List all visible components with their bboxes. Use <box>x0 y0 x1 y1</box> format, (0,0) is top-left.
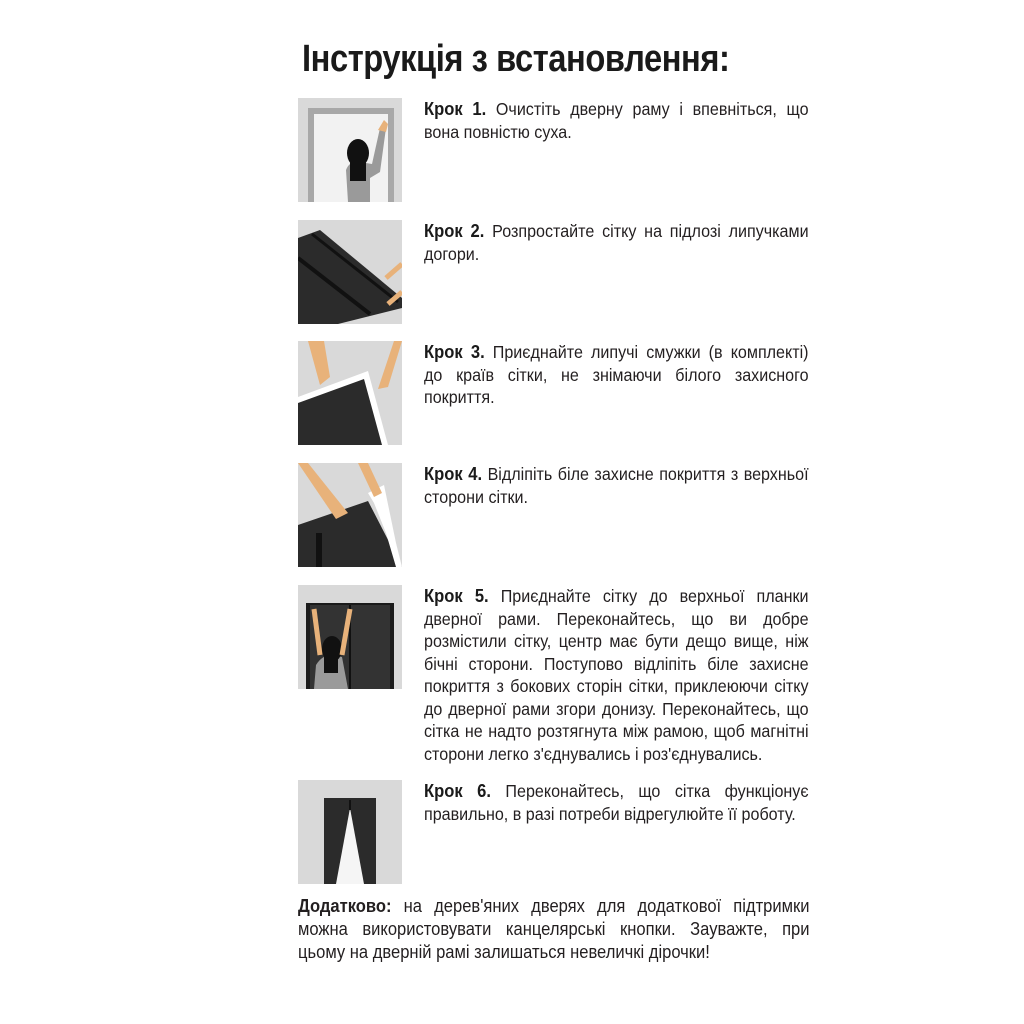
step-3-label: Крок 3. <box>424 342 485 362</box>
step-3-description: Приєднайте липучі смужки (в комплекті) до країв сітки, не знімаючи білого захисного покриття. <box>424 342 809 407</box>
step-1-label: Крок 1. <box>424 99 487 119</box>
step-4-text <box>424 463 809 508</box>
step-3-text <box>424 341 809 409</box>
step-2-illustration <box>298 220 402 324</box>
step-4-label: Крок 4. <box>424 464 483 484</box>
step-1-illustration <box>298 98 402 202</box>
step-1-text <box>424 98 809 143</box>
additional-label: Додатково: <box>298 896 392 916</box>
step-4-illustration <box>298 463 402 567</box>
step-6-description: Переконайтесь, що сітка функціонує правильно, в разі потреби відрегулюйте її роботу. <box>424 781 809 824</box>
step-3-illustration <box>298 341 402 445</box>
step-5-illustration <box>298 585 402 689</box>
step-2-text <box>424 220 809 265</box>
step-4-description: Відліпіть біле захисне покриття з верхньої сторони сітки. <box>424 464 809 507</box>
step-6-illustration <box>298 780 402 884</box>
step-6-text <box>424 780 809 825</box>
step-1-description: Очистіть дверну раму і впевніться, що вона повністю суха. <box>424 99 809 142</box>
step-5-description: Приєднайте сітку до верхньої планки дверної рами. Переконайтесь, що ви добре розмістили сітку, центр має бути дещо вище, ніж бічні сторони. Поступово відліпіть біле захисне покриття з бокових сторін сітки, приклеюючи сітку до дверної рами згори донизу. Переконайтесь, що сітка не надто розтягнута між рамою, щоб магнітні сторони легко з'єднувались і роз'єднувались. <box>424 586 809 764</box>
step-2-description: Розпростайте сітку на підлозі липучками догори. <box>424 221 809 264</box>
additional-note <box>298 895 810 964</box>
step-5-label: Крок 5. <box>424 586 489 606</box>
step-2-label: Крок 2. <box>424 221 485 241</box>
page-title: Інструкція з встановлення: <box>302 38 730 80</box>
additional-text: на дерев'яних дверях для додаткової підтримки можна використовувати канцелярські кнопки. Зауважте, при цьому на дверній рамі залишаться невеличкі дірочки! <box>298 896 810 962</box>
step-6-label: Крок 6. <box>424 781 492 801</box>
step-5-text <box>424 585 809 765</box>
